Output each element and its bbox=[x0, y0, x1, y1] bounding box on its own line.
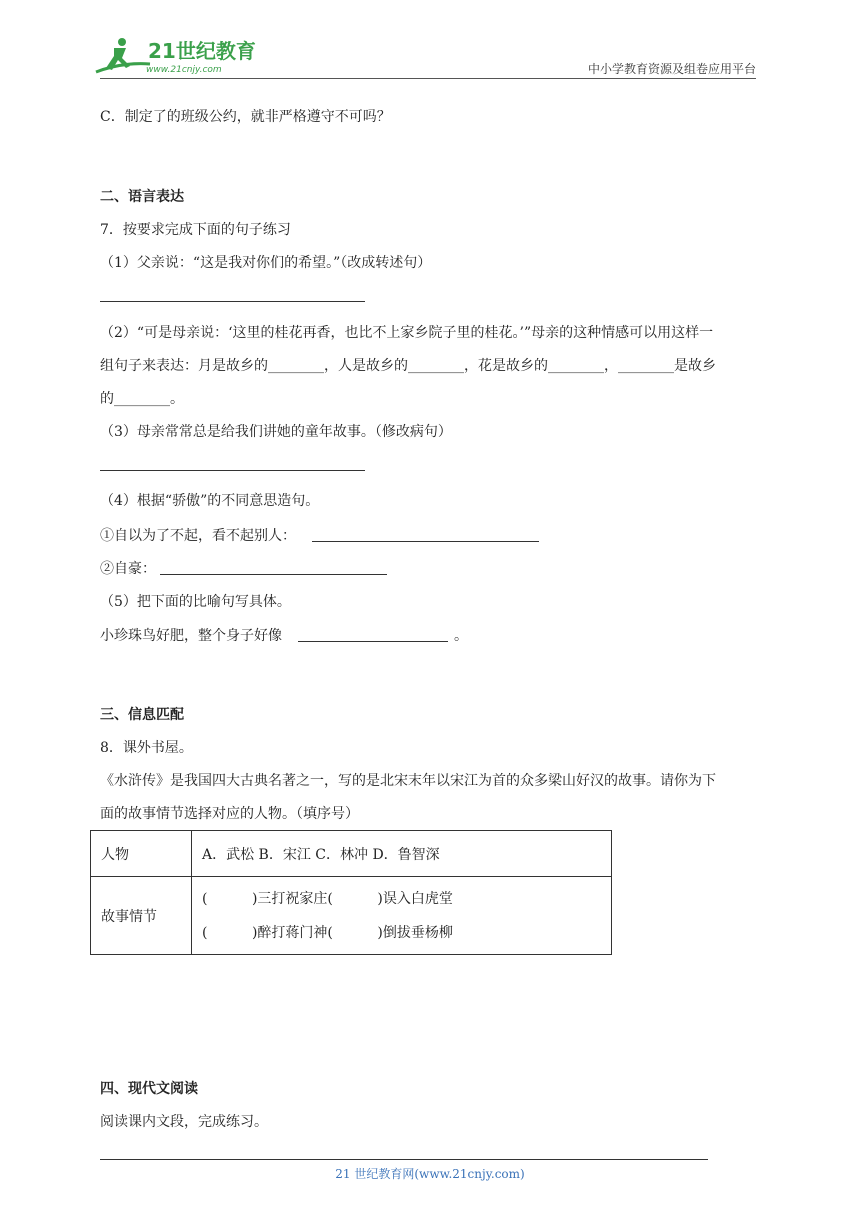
question-7-5: （5）把下面的比喻句写具体。 bbox=[100, 594, 291, 610]
question-9-intro: 阅读课内文段，完成练习。 bbox=[100, 1114, 268, 1130]
footer-site-link[interactable]: 21 世纪教育网(www.21cnjy.com) bbox=[335, 1167, 525, 1181]
section-2-heading: 二、语言表达 bbox=[100, 189, 184, 205]
answer-blank-7-4-b[interactable] bbox=[160, 574, 387, 575]
runner-icon bbox=[96, 38, 150, 72]
question-7-2-line-1: （2）“可是母亲说：‘这里的桂花再香，也比不上家乡院子里的桂花。’”母亲的这种情感可以用这样一 bbox=[100, 325, 714, 341]
question-7-3: （3）母亲常常总是给我们讲她的童年故事。（修改病句） bbox=[100, 424, 452, 440]
question-8-intro-line-1: 《水浒传》是我国四大古典名著之一，写的是北宋末年以宋江为首的众多梁山好汉的故事。请你为下 bbox=[100, 773, 716, 789]
question-7-title: 7．按要求完成下面的句子练习 bbox=[100, 222, 291, 238]
question-7-4: （4）根据“骄傲”的不同意思造句。 bbox=[100, 493, 320, 509]
header-divider bbox=[100, 78, 756, 79]
answer-blank-7-5[interactable] bbox=[298, 641, 448, 642]
question-7-4-a: ①自以为了不起，看不起别人： bbox=[100, 528, 296, 544]
question-7-2-line-2: 组句子来表达：月是故乡的________，人是故乡的________，花是故乡的________，________是故乡 bbox=[100, 358, 716, 374]
table-row bbox=[91, 831, 612, 877]
question-7-1: （1）父亲说：“这是我对你们的希望。”（改成转述句） bbox=[100, 255, 432, 271]
question-8-title: 8．课外书屋。 bbox=[100, 740, 193, 756]
table-cell-stories bbox=[192, 877, 612, 955]
answer-blank-7-4-a[interactable] bbox=[312, 541, 539, 542]
section-4-heading: 四、现代文阅读 bbox=[100, 1081, 198, 1097]
logo-text: 21世纪教育 bbox=[148, 39, 256, 63]
question-7-4-b: ②自豪： bbox=[100, 561, 156, 577]
story-line-1[interactable]: ( )三打祝家庄( )误入白虎堂 bbox=[202, 890, 453, 907]
matching-table bbox=[90, 830, 612, 955]
question-8-intro-line-2: 面的故事情节选择对应的人物。（填序号） bbox=[100, 806, 359, 822]
table-cell-characters: A．武松 B．宋江 C．林冲 D．鲁智深 bbox=[192, 831, 612, 877]
question-7-2-line-3: 的________。 bbox=[100, 391, 184, 407]
question-7-5-a: 小珍珠鸟好肥，整个身子好像 bbox=[100, 628, 282, 644]
answer-blank-7-1[interactable] bbox=[100, 301, 365, 302]
table-row bbox=[91, 877, 612, 955]
table-cell-label-stories: 故事情节 bbox=[91, 877, 192, 955]
site-logo bbox=[92, 34, 262, 78]
table-cell-label-characters: 人物 bbox=[91, 831, 192, 877]
question-6-option-c: C．制定了的班级公约，就非严格遵守不可吗？ bbox=[100, 109, 391, 125]
logo-url: www.21cnjy.com bbox=[146, 65, 222, 75]
question-7-5-period: 。 bbox=[454, 628, 468, 644]
header-platform-text: 中小学教育资源及组卷应用平台 bbox=[587, 62, 756, 76]
story-line-2[interactable]: ( )醉打蒋门神( )倒拔垂杨柳 bbox=[202, 924, 453, 941]
answer-blank-7-3[interactable] bbox=[100, 470, 365, 471]
footer-divider bbox=[100, 1159, 708, 1160]
section-3-heading: 三、信息匹配 bbox=[100, 707, 184, 723]
